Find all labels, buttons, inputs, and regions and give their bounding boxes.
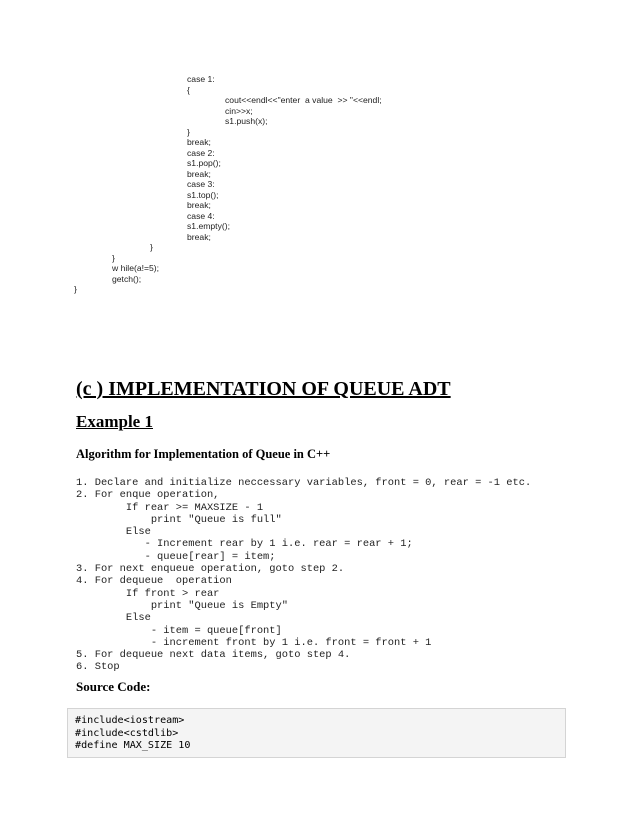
code-line: s1.empty(); <box>187 221 230 231</box>
code-line: case 3: <box>187 179 215 189</box>
code-line: break; <box>187 168 211 179</box>
code-line: case 1: <box>187 74 215 84</box>
code-line: } <box>150 242 153 252</box>
algorithm-steps: 1. Declare and initialize neccessary variables, front = 0, rear = -1 etc. 2. For enque operation, If rear >= MAXSIZE - 1 print "Queue is full" Else - Increment rear by 1 i.e. rear = rear + 1; - queue[rear] = item; 3. For next enqueue operation, goto step 2. 4. For dequeue operation If front > rear print "Queue is Empty" Else - item = queue[front] - increment front by 1 i.e. front = front + 1 5. For dequeue next data items, goto step 4. 6. Stop <box>76 477 532 674</box>
source-code-title: Source Code: <box>76 679 151 694</box>
source-code-box <box>67 708 566 758</box>
algorithm-title: Algorithm for Implementation of Queue in C++ <box>76 447 331 461</box>
example-title: Example 1 <box>76 412 153 431</box>
source-code-text: #include<iostream> #include<cstdlib> #define MAX_SIZE 10 <box>75 715 191 752</box>
code-line: } <box>112 252 115 263</box>
code-line: cin>>x; <box>225 105 253 116</box>
code-line: w hile(a!=5); <box>112 263 160 273</box>
code-line: } <box>187 126 190 137</box>
code-line: break; <box>187 200 211 210</box>
code-line: } <box>74 284 77 294</box>
code-line: break; <box>187 231 211 242</box>
code-line: cout<<endl<<"enter a value >> "<<endl; <box>225 95 382 105</box>
section-title: (c ) IMPLEMENTATION OF QUEUE ADT <box>76 378 451 400</box>
code-line: getch(); <box>112 273 142 284</box>
code-line: s1.top(); <box>187 189 219 200</box>
code-line: s1.push(x); <box>225 116 268 126</box>
code-line: s1.pop(); <box>187 158 221 168</box>
code-line: { <box>187 84 190 95</box>
code-line: case 2: <box>187 147 215 158</box>
code-line: break; <box>187 137 211 147</box>
code-line: case 4: <box>187 210 215 221</box>
